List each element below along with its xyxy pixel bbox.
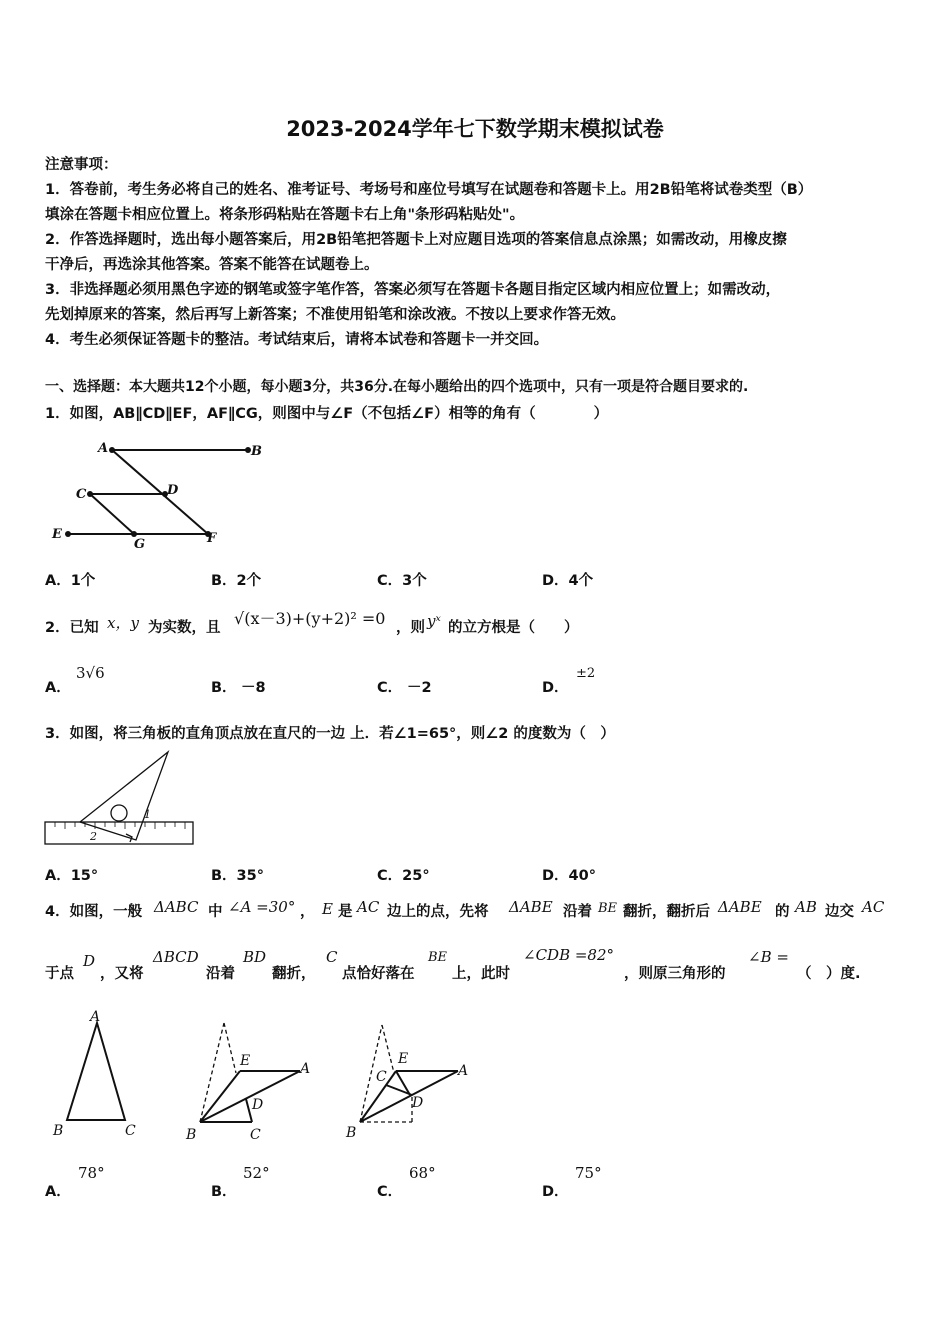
q4-math: AB (795, 898, 817, 916)
q3-text: 3．如图，将三角板的直角顶点放在直尺的一边 上．若∠1=65°，则∠2 的度数为（ ） (45, 726, 615, 742)
q4-text: ， (300, 904, 315, 920)
q4-option-b[interactable]: B． (211, 1184, 237, 1200)
fig1-label-c: C (125, 1123, 136, 1139)
label-c: C (76, 487, 87, 502)
label-a: A (98, 441, 109, 456)
page-title: 2023-2024学年七下数学期末模拟试卷 (286, 117, 664, 141)
q4-figure-2 (180, 1015, 320, 1145)
q2-vars: x，y (107, 614, 139, 632)
q4-math: ΔBCD (153, 948, 199, 966)
label-g: G (134, 537, 146, 552)
notice-line: 3．非选择题必须用黑色字迹的钢笔或签字笔作答，答案必须写在答题卡各题目指定区域内相应位置上；如需改动， (45, 282, 781, 298)
q4-text: 的 (775, 904, 790, 920)
q4-option-d-value: 75° (575, 1164, 602, 1182)
notice-line: 干净后，再选涂其他答案。答案不能答在试题卷上。 (45, 257, 379, 273)
q4-figure-1 (45, 1005, 145, 1145)
line-cg (90, 494, 134, 534)
angle-1-label: 1 (144, 808, 151, 821)
fig3-label-d: D (412, 1095, 424, 1111)
notice-line: 2．作答选择题时，选出每小题答案后，用2B铅笔把答题卡上对应题目选项的答案信息点涂黑；如需改动，用橡皮擦 (45, 232, 787, 248)
q1-text: 1．如图，AB∥CD∥EF，AF∥CG，则图中与∠F（不包括∠F）相等的角有（ ） (45, 406, 609, 422)
q4-text: 边上的点，先将 (387, 904, 489, 920)
q3-option-b[interactable]: B．35° (211, 868, 264, 884)
q2-option-b[interactable]: B． (211, 680, 237, 696)
q3-option-a[interactable]: A．15° (45, 868, 99, 884)
q4-math: AC (357, 898, 380, 916)
q2-option-b-value: －8 (241, 680, 266, 696)
q1-option-a[interactable]: A．1个 (45, 573, 96, 589)
q2-expression: √(x－3)+(y+2)² =0 (234, 609, 386, 628)
q4-math: ΔABE (718, 898, 762, 916)
q4-text: ，又将 (100, 966, 144, 982)
q4-text: 沿着 (563, 904, 592, 920)
q4-math: ΔABE (509, 898, 553, 916)
q4-option-b-value: 52° (243, 1164, 270, 1182)
q4-text: 是 (338, 904, 353, 920)
fig1-label-b: B (53, 1123, 64, 1139)
q2-option-a[interactable]: A． (45, 680, 71, 696)
q2-option-c-value: －2 (407, 680, 432, 696)
line-af (112, 450, 208, 534)
ruler (45, 822, 193, 844)
q2-text-1: 2．已知 (45, 620, 99, 636)
notice-line: 先划掉原来的答案，然后再写上新答案；不准使用铅笔和涂改液。不按以上要求作答无效。 (45, 307, 625, 323)
q4-text: 翻折，翻折后 (623, 904, 710, 920)
q4-figure-3 (340, 1015, 480, 1145)
q4-math: E (322, 900, 333, 918)
q4-text: 4．如图，一般 (45, 904, 143, 920)
q3-option-c[interactable]: C．25° (377, 868, 430, 884)
q4-text: 于点 (45, 966, 74, 982)
q4-option-a-value: 78° (78, 1164, 105, 1182)
fig2-label-b: B (186, 1127, 197, 1143)
section-heading: 一、选择题：本大题共12个小题，每小题3分，共36分.在每小题给出的四个选项中，只有一项是符合题目要求的. (45, 379, 749, 395)
fig1-label-a: A (90, 1009, 101, 1025)
q4-math: ∠CDB =82° (523, 946, 615, 964)
q3-option-d[interactable]: D．40° (542, 868, 596, 884)
notice-heading: 注意事项： (45, 157, 118, 173)
angle-2-label: 2 (90, 830, 97, 843)
fig2-label-a: A (300, 1061, 311, 1077)
notice-line: 填涂在答题卡相应位置上。将条形码粘贴在答题卡右上角"条形码粘贴处"。 (45, 207, 525, 223)
label-d: D (167, 483, 179, 498)
q2-option-d-value: ±2 (576, 666, 596, 681)
fig3-label-a: A (458, 1063, 469, 1079)
q4-math: ∠A =30° (228, 898, 296, 916)
q4-math: ΔABC (154, 898, 199, 916)
triangle-hole (111, 805, 127, 821)
fig2-label-e: E (240, 1053, 251, 1069)
notice-line: 1．答卷前，考生务必将自己的姓名、准考证号、考场号和座位号填写在试题卷和答题卡上。用2B铅笔将试卷类型（B） (45, 182, 813, 198)
q2-text-3: ，则 (396, 620, 425, 636)
q4-text: 边交 (825, 904, 854, 920)
q4-math: BE (598, 901, 618, 916)
fig3-label-c: C (376, 1069, 387, 1085)
q2-text-2: 为实数，且 (148, 620, 221, 636)
q4-math: ∠B = (748, 948, 789, 966)
q4-math: AC (862, 898, 885, 916)
q1-option-b[interactable]: B．2个 (211, 573, 262, 589)
q4-text: 沿着 (206, 966, 235, 982)
q4-math: BE (428, 950, 448, 965)
q4-text: 上，此时 (452, 966, 510, 982)
label-e: E (52, 527, 62, 542)
fig3-label-b: B (346, 1125, 357, 1141)
notice-line: 4．考生必须保证答题卡的整洁。考试结束后，请将本试卷和答题卡一并交回。 (45, 332, 549, 348)
q4-text: 翻折， (272, 966, 316, 982)
q4-text: 中 (208, 904, 223, 920)
q4-text: 点恰好落在 (342, 966, 415, 982)
q2-power: yˣ (427, 612, 441, 630)
q1-option-c[interactable]: C．3个 (377, 573, 427, 589)
fig3-label-e: E (398, 1051, 409, 1067)
q4-option-d[interactable]: D． (542, 1184, 569, 1200)
q2-option-d[interactable]: D． (542, 680, 569, 696)
q4-option-a[interactable]: A． (45, 1184, 71, 1200)
q4-math: BD (243, 948, 267, 966)
q4-option-c-value: 68° (409, 1164, 436, 1182)
fig2-label-d: D (252, 1097, 264, 1113)
fig2-label-c: C (250, 1127, 261, 1143)
q1-figure (40, 432, 280, 552)
q2-option-a-value: 3√6 (76, 664, 105, 682)
q3-figure (40, 748, 200, 848)
q2-text-4: 的立方根是（ ） (448, 620, 579, 636)
q2-option-c[interactable]: C． (377, 680, 403, 696)
label-b: B (251, 444, 262, 459)
label-f: F (207, 531, 217, 546)
q4-math: C (326, 948, 338, 966)
q4-option-c[interactable]: C． (377, 1184, 403, 1200)
q4-text: ，则原三角形的 (624, 966, 726, 982)
q4-text: （ ）度. (797, 966, 861, 982)
q4-math: D (83, 952, 96, 970)
q1-option-d[interactable]: D．4个 (542, 573, 594, 589)
